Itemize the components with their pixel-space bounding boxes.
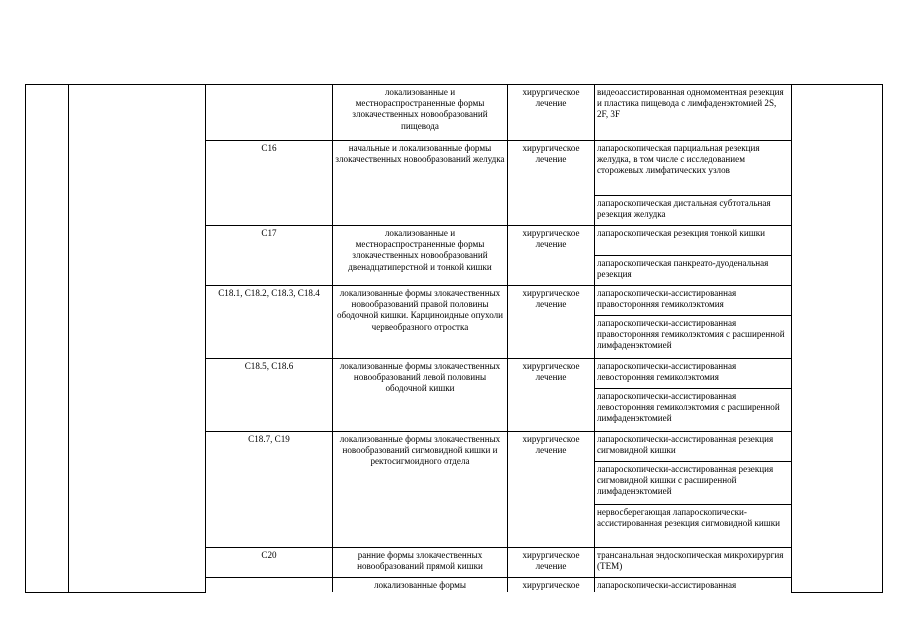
- cell-disease: начальные и локализованные формы злокачественных новообразований желудка: [333, 141, 508, 226]
- cell-disease: локализованные формы злокачественных новообразований сигмовидной кишки и ректосигмоидного отдела: [333, 432, 508, 548]
- cell-disease: локализованные формы: [333, 578, 508, 593]
- cell-method: лапароскопически-ассистированная правосторонняя гемиколэктомия: [595, 286, 792, 316]
- cell-treatment: хирургическое лечение: [508, 432, 595, 548]
- cell-method: лапароскопически-ассистированная резекция сигмовидной кишки с расширенной лимфаденэктомией: [595, 462, 792, 505]
- cell-code: C16: [206, 141, 333, 226]
- cell-treatment: хирургическое лечение: [508, 141, 595, 226]
- cell-number-column: [26, 85, 69, 593]
- cell-method: видеоассистированная одномоментная резекция и пластика пищевода с лимфаденэктомией 2S, 2F, 3F: [595, 85, 792, 141]
- cell-method: нервосберегающая лапароскопически-ассистированная резекция сигмовидной кишки: [595, 505, 792, 548]
- cell-code: C18.7, C19: [206, 432, 333, 548]
- cell-disease: локализованные и местнораспространенные формы злокачественных новообразований пищевода: [333, 85, 508, 141]
- cell-code: C17: [206, 226, 333, 286]
- cell-disease: локализованные и местнораспространенные формы злокачественных новообразований двенадцатиперстной и тонкой кишки: [333, 226, 508, 286]
- cell-method: лапароскопически-ассистированная резекция сигмовидной кишки: [595, 432, 792, 462]
- cell-code: C18.5, C18.6: [206, 359, 333, 432]
- cell-profile-column: [69, 85, 206, 593]
- cell-method: трансанальная эндоскопическая микрохирургия (ТЕМ): [595, 548, 792, 578]
- cell-disease: локализованные формы злокачественных новообразований правой половины ободочной кишки. Карциноидные опухоли червеобразного отростка: [333, 286, 508, 359]
- cell-treatment: хирургическое лечение: [508, 85, 595, 141]
- cell-cost-column: [792, 85, 883, 593]
- cell-disease: локализованные формы злокачественных новообразований левой половины ободочной кишки: [333, 359, 508, 432]
- cell-treatment: хирургическое лечение: [508, 548, 595, 578]
- cell-code: [206, 85, 333, 141]
- cell-method: лапароскопически-ассистированная левосторонняя гемиколэктомия с расширенной лимфаденэктомией: [595, 389, 792, 432]
- cell-treatment: хирургическое: [508, 578, 595, 593]
- cell-code: C18.1, C18.2, C18.3, C18.4: [206, 286, 333, 359]
- cell-method: лапароскопическая резекция тонкой кишки: [595, 226, 792, 256]
- cell-code: [206, 578, 333, 593]
- cell-method: лапароскопически-ассистированная: [595, 578, 792, 593]
- cell-method: лапароскопическая панкреато-дуоденальная резекция: [595, 256, 792, 286]
- cell-method: лапароскопически-ассистированная левосторонняя гемиколэктомия: [595, 359, 792, 389]
- cell-code: C20: [206, 548, 333, 578]
- cell-method: лапароскопическая дистальная субтотальная резекция желудка: [595, 196, 792, 226]
- cell-treatment: хирургическое лечение: [508, 286, 595, 359]
- medical-services-table: [25, 84, 883, 593]
- cell-treatment: хирургическое лечение: [508, 226, 595, 286]
- cell-treatment: хирургическое лечение: [508, 359, 595, 432]
- cell-disease: ранние формы злокачественных новообразований прямой кишки: [333, 548, 508, 578]
- cell-method: лапароскопическая парциальная резекция желудка, в том числе с исследованием сторожевых лимфатических узлов: [595, 141, 792, 196]
- cell-method: лапароскопически-ассистированная правосторонняя гемиколэктомия с расширенной лимфаденэктомией: [595, 316, 792, 359]
- table-row: [26, 85, 883, 141]
